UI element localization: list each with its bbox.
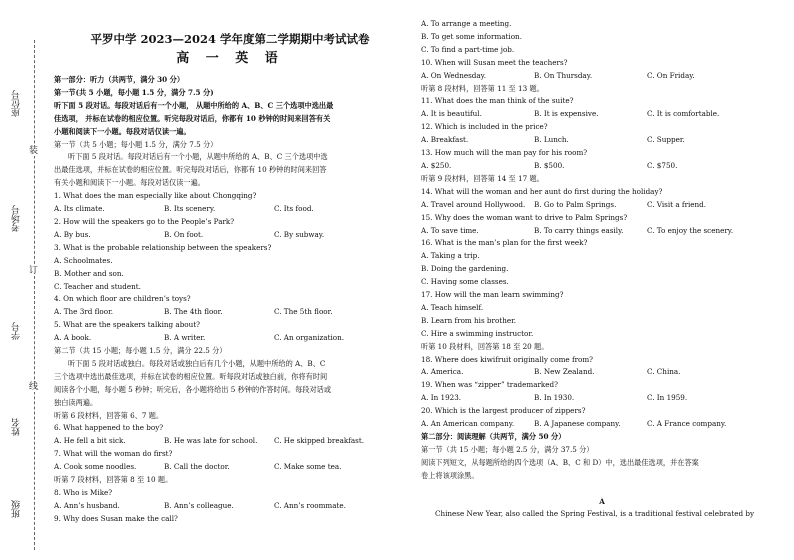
option-b: B. It is expensive. xyxy=(534,109,599,119)
text-line: 三个选项中选出最佳选项，并标在试卷的相应位置。听每段对话或独白前，你将有时间 xyxy=(54,371,328,381)
text-line: 8. Who is Mike? xyxy=(54,488,113,497)
option-b: B. On foot. xyxy=(164,229,204,239)
right-column xyxy=(421,18,783,521)
options-row xyxy=(54,203,406,216)
option-a: A. America. xyxy=(421,367,464,377)
text-line: C. To find a part-time job. xyxy=(421,44,515,54)
text-line: 16. What is the man’s plan for the first week? xyxy=(421,238,588,248)
exam-room-label: 考场号 xyxy=(12,205,22,232)
options-row xyxy=(421,70,783,83)
student-id-label: 学号 xyxy=(12,322,22,340)
text-line: 第二节（共 15 小题；每小题 1.5 分，满分 22.5 分） xyxy=(54,346,227,356)
options-row xyxy=(421,366,783,379)
text-line: 第二部分：阅读理解（共两节，满分 50 分） xyxy=(421,432,566,441)
text-line: A xyxy=(599,496,605,506)
options-row xyxy=(421,225,783,238)
option-c: C. Make some tea. xyxy=(274,462,342,472)
text-line: C. Teacher and student. xyxy=(54,281,141,291)
text-line: 出最佳选项，并标在试卷的相应位置。听完每段对话后，你都有 10 秒钟的时间来回答 xyxy=(54,165,327,175)
option-a: A. Ann’s husband. xyxy=(54,500,120,510)
options-row xyxy=(54,332,406,345)
option-c: C. An organization. xyxy=(274,333,344,343)
text-line: 听第 9 段材料，回答第 14 至 17 题。 xyxy=(421,173,544,183)
binding-margin xyxy=(0,0,48,560)
option-b: B. Its scenery. xyxy=(164,204,216,214)
seat-number-label: 座位号 xyxy=(12,90,22,117)
text-line: 听下面 5 段对话。每段对话后有一个小题， 从题中所给的 A、B、C 三个选项中选出最 xyxy=(54,100,334,110)
option-c: C. He skipped breakfast. xyxy=(274,436,365,446)
option-c: C. To enjoy the scenery. xyxy=(647,225,734,235)
options-row xyxy=(421,199,783,212)
options-row xyxy=(54,229,406,242)
option-c: C. It is comfortable. xyxy=(647,109,720,119)
text-line: 15. Why does the woman want to drive to Palm Springs? xyxy=(421,212,628,222)
options-row xyxy=(54,461,406,474)
text-line: A. Schoolmates. xyxy=(54,255,113,265)
option-b: B. Call the doctor. xyxy=(164,462,230,472)
text-line: 听第 10 段材料，回答第 18 至 20 题。 xyxy=(421,341,549,351)
text-line: 17. How will the man learn swimming? xyxy=(421,290,564,300)
text-line: 第一节（共 5 小题；每小题 1.5 分，满分 7.5 分） xyxy=(54,139,218,149)
option-b: B. A writer. xyxy=(164,333,206,343)
option-c: C. The 5th floor. xyxy=(274,307,333,317)
option-a: A. $250. xyxy=(421,160,452,170)
text-line: B. Doing the gardening. xyxy=(421,264,509,274)
exam-subject: 高 一 英 语 xyxy=(176,51,284,66)
option-b: B. Ann’s colleague. xyxy=(164,500,234,510)
option-b: B. Go to Palm Springs. xyxy=(534,199,617,209)
text-line: A. Taking a trip. xyxy=(421,251,480,261)
option-c: C. $750. xyxy=(647,160,678,170)
option-b: B. On Thursday. xyxy=(534,70,593,80)
option-c: C. In 1959. xyxy=(647,393,688,403)
text-line: 2. How will the speakers go to the People’s Park? xyxy=(54,216,235,226)
option-c: C. Its food. xyxy=(274,204,314,214)
option-a: A. It is beautiful. xyxy=(421,109,482,119)
text-line: B. Mother and son. xyxy=(54,268,124,278)
binding-line xyxy=(34,40,35,550)
options-row xyxy=(421,418,783,431)
option-a: A. On Wednesday. xyxy=(421,70,487,80)
text-line: 第一节（共 15 小题；每小题 2.5 分，满分 37.5 分） xyxy=(421,444,594,454)
option-b: B. New Zealand. xyxy=(534,367,595,377)
text-line: 听第 6 段材料，回答第 6、7 题。 xyxy=(54,410,164,420)
option-a: A. Cook some noodles. xyxy=(54,462,137,472)
text-line: 听下面 5 段对话或独白。每段对话或独白后有几个小题，从题中所给的 A、B、C xyxy=(68,358,326,368)
text-line: B. To get some information. xyxy=(421,31,522,41)
text-line: B. Learn from his brother. xyxy=(421,315,517,325)
text-line: 3. What is the probable relationship between the speakers? xyxy=(54,242,272,252)
text-line: 佳选项， 并标在试卷的相应位置。听完每段对话后，你都有 10 秒钟的时间来回答有关 xyxy=(54,113,331,123)
text-line: A. To arrange a meeting. xyxy=(421,19,512,28)
option-c: C. Supper. xyxy=(647,135,685,145)
text-line: 13. How much will the man pay for his room? xyxy=(421,148,588,158)
text-line: 10. When will Susan meet the teachers? xyxy=(421,57,568,67)
binding-mark-ding: 订 xyxy=(29,266,39,276)
text-line: A. Teach himself. xyxy=(421,302,484,312)
option-a: A. Travel around Hollywood. xyxy=(421,199,526,209)
option-b: B. The 4th floor. xyxy=(164,307,223,317)
options-row xyxy=(54,500,406,513)
options-row xyxy=(421,392,783,405)
text-line: C. Hire a swimming instructor. xyxy=(421,328,534,338)
options-row xyxy=(54,435,406,448)
text-line: 9. Why does Susan make the call? xyxy=(54,513,178,523)
text-line: 11. What does the man think of the suite? xyxy=(421,96,574,106)
text-line: 1. What does the man especially like about Chongqing? xyxy=(54,191,257,201)
options-row xyxy=(54,306,406,319)
left-column xyxy=(54,74,406,526)
text-line: 第一节(共 5 小题，每小题 1.5 分，满分 7.5 分) xyxy=(54,87,214,97)
option-a: A. An American company. xyxy=(421,419,515,429)
option-a: A. In 1923. xyxy=(421,393,462,403)
exam-title: 平罗中学 2023—2024 学年度第二学期期中考试试卷 xyxy=(90,32,370,46)
text-line: 听第 7 段材料，回答第 8 至 10 题。 xyxy=(54,475,173,485)
option-b: B. He was late for school. xyxy=(164,436,258,446)
option-a: A. Its climate. xyxy=(54,204,105,214)
option-a: A. To save time. xyxy=(421,225,479,235)
text-line: 第一部分：听力（共两节，满分 30 分） xyxy=(54,75,185,84)
option-b: B. $500. xyxy=(534,160,565,170)
option-b: B. Lunch. xyxy=(534,135,569,145)
option-c: C. China. xyxy=(647,367,681,377)
option-c: C. By subway. xyxy=(274,229,325,239)
option-b: B. To carry things easily. xyxy=(534,225,624,235)
options-row xyxy=(421,160,783,173)
text-line: 18. Where does kiwifruit originally come from? xyxy=(421,354,594,364)
option-c: C. On Friday. xyxy=(647,70,695,80)
text-line: 14. What will the woman and her aunt do first during the holiday? xyxy=(421,186,663,196)
text-line: 有关小题和阅读下一小题。每段对话仅读一遍。 xyxy=(54,178,205,188)
text-line: 阅读各个小题，每小题 5 秒钟；听完后，各小题将给出 5 秒钟的作答时间。每段对话或 xyxy=(54,384,332,394)
text-line: 6. What happened to the boy? xyxy=(54,423,164,433)
text-line: 5. What are the speakers talking about? xyxy=(54,320,201,330)
option-c: C. Ann’s roommate. xyxy=(274,500,346,510)
text-line: 阅读下列短文，从每题所给的四个选项（A、B、C 和 D）中，选出最佳选项，并在答案 xyxy=(421,457,699,467)
binding-mark-zhuang: 装 xyxy=(29,146,39,156)
option-a: A. By bus. xyxy=(54,229,91,239)
text-line: 独白读两遍。 xyxy=(54,397,98,407)
option-b: B. A Japanese company. xyxy=(534,419,621,429)
option-b: B. In 1930. xyxy=(534,393,575,403)
text-line: 听第 8 段材料，回答第 11 至 13 题。 xyxy=(421,83,544,93)
text-line: Chinese New Year, also called the Spring Festival, is a traditional festival celebrated by xyxy=(435,509,755,519)
text-line: 卷上将该项涂黑。 xyxy=(421,470,479,480)
text-line: C. Having some classes. xyxy=(421,277,509,287)
text-line xyxy=(421,483,783,496)
name-label: 姓名 xyxy=(12,418,22,436)
text-line: 小题和阅读下一小题。每段对话仅读一遍。 xyxy=(54,126,191,136)
option-a: A. Breakfast. xyxy=(421,135,469,145)
options-row xyxy=(421,134,783,147)
option-c: C. Visit a friend. xyxy=(647,199,707,209)
text-line: 7. What will the woman do first? xyxy=(54,449,173,459)
option-a: A. The 3rd floor. xyxy=(54,307,113,317)
binding-mark-xian: 线 xyxy=(29,382,39,392)
option-a: A. A book. xyxy=(54,333,92,343)
text-line: 12. Which is included in the price? xyxy=(421,122,548,132)
option-c: C. A France company. xyxy=(647,419,727,429)
text-line: 听下面 5 段对话。每段对话后有一个小题，从题中所给的 A、B、C 三个选项中选 xyxy=(68,152,328,162)
option-a: A. He fell a bit sick. xyxy=(54,436,126,446)
text-line: 20. Which is the largest producer of zippers? xyxy=(421,406,586,416)
options-row xyxy=(421,108,783,121)
class-label: 班级 xyxy=(12,500,22,518)
text-line: 4. On which floor are children’s toys? xyxy=(54,294,191,304)
text-line: 19. When was “zipper” trademarked? xyxy=(421,380,558,390)
